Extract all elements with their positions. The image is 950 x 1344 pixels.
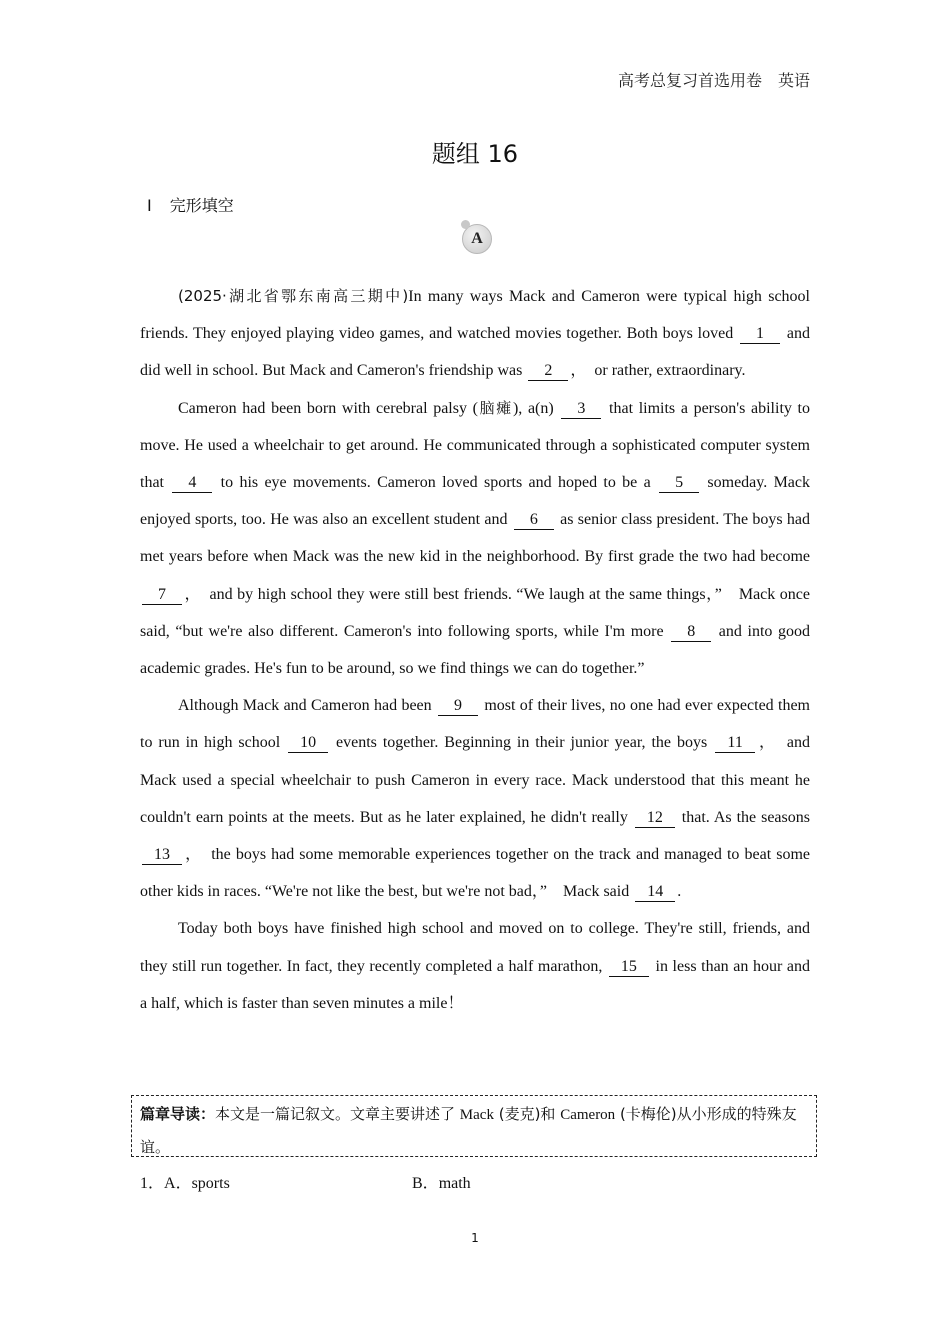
- page-number: 1: [471, 1231, 479, 1245]
- blank-4: 4: [172, 474, 212, 493]
- blank-9: 9: [438, 697, 478, 716]
- option-a-label: A．: [164, 1175, 192, 1192]
- paragraph-4: Today both boys have finished high school and moved on to college. They're still, friends, and they still run together. In fact, they recently completed a half marathon, 15 in less than an hour and a half, which is faster than seven minutes a mile！: [140, 920, 810, 1012]
- blank-1: 1: [740, 325, 780, 344]
- blank-12: 12: [635, 809, 675, 828]
- blank-11: 11: [715, 734, 755, 753]
- paragraph-3: Although Mack and Cameron had been 9 most of their lives, no one had ever expected them to run in high school 10 events together. Beginning in their junior year, the boys 11 ， and Mack used a special wheelchair to push Cameron in every race. Mack understood that this meant he couldn't earn points at the meets. But as he later explained, he didn't really 12 that. As the seasons 13 ， the boys had some memorable experiences together on the track and managed to beat some other kids in races. “We're not like the best, but we're not bad，” Mack said 14 .: [140, 697, 810, 901]
- guide-label: 篇章导读：: [140, 1105, 216, 1123]
- passage-guide-box: 篇章导读：本文是一篇记叙文。文章主要讲述了 Mack (麦克)和 Cameron (卡梅伦)从小形成的特殊友谊。: [131, 1095, 817, 1157]
- option-b-label: B．: [412, 1175, 439, 1192]
- question-number: 1．: [140, 1175, 165, 1192]
- section-number: Ⅰ: [147, 196, 152, 215]
- blank-14: 14: [635, 883, 675, 902]
- passage-a-badge: A: [462, 224, 492, 254]
- blank-2: 2: [528, 362, 568, 381]
- option-b-text: math: [438, 1175, 471, 1192]
- blank-5: 5: [659, 474, 699, 493]
- blank-7: 7: [142, 586, 182, 605]
- paragraph-1: (2025·湖北省鄂东南高三期中)In many ways Mack and Cameron were typical high school friends. They enjoyed playing video games, and watched movies together. Both boys loved 1 and did well in school. But Mack and Cameron's friendship was 2 ， or rather, extraordinary.: [140, 287, 810, 380]
- blank-13: 13: [142, 846, 182, 865]
- page-title: 题组 16: [431, 140, 519, 168]
- blank-3: 3: [561, 400, 601, 419]
- section-heading: [147, 193, 234, 216]
- question-1: [140, 1173, 810, 1195]
- blank-10: 10: [288, 734, 328, 753]
- header-title: 高考总复习首选用卷 英语: [617, 71, 810, 90]
- option-a-text: sports: [191, 1175, 230, 1192]
- blank-8: 8: [671, 623, 711, 642]
- blank-15: 15: [609, 958, 649, 977]
- paragraph-2: Cameron had been born with cerebral palsy (脑瘫), a(n) 3 that limits a person's ability to move. He used a wheelchair to get around. He communicated through a sophisticated computer system that 4 to his eye movements. Cameron loved sports and hoped to be a 5 someday. Mack enjoyed sports, too. He was also an excellent student and 6 as senior class president. The boys had met years before when Mack was the new kid in the neighborhood. By first grade the two had become 7 ， and by high school they were still best friends. “We laugh at the same things，” Mack once said, “but we're also different. Cameron's into following sports, while I'm more 8 and into good academic grades. He's fun to be around, so we find things we can do together.”: [140, 398, 811, 678]
- option-b: [412, 1173, 471, 1195]
- section-name: 完形填空: [169, 196, 234, 215]
- source-note: (2025·湖北省鄂东南高三期中): [178, 287, 409, 305]
- blank-6: 6: [514, 511, 554, 530]
- cloze-article: [140, 278, 810, 1022]
